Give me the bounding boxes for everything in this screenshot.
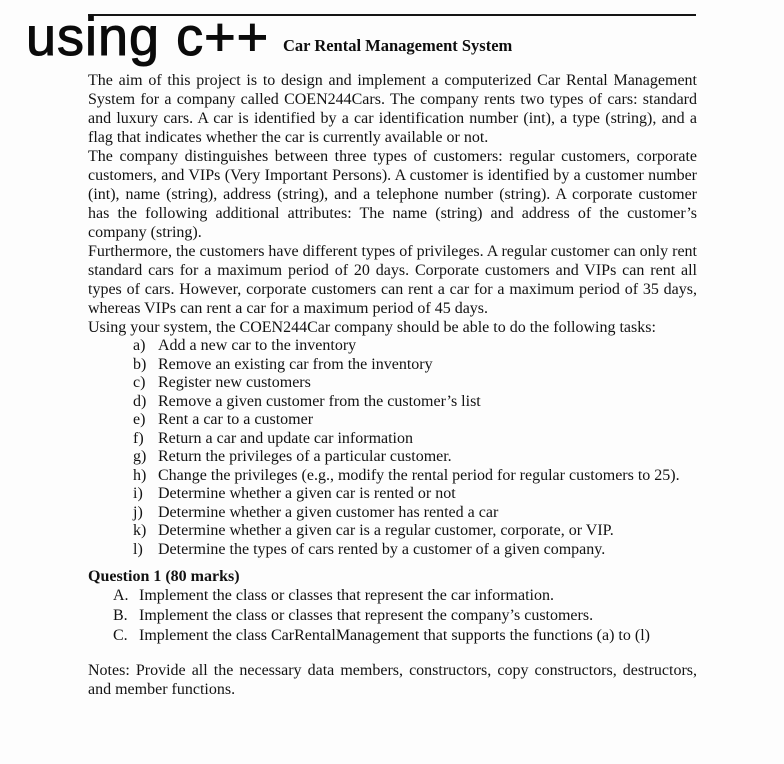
task-text: Return a car and update car information	[158, 429, 413, 447]
question-heading: Question 1 (80 marks)	[88, 568, 240, 585]
task-text: Determine the types of cars rented by a customer of a given company.	[158, 540, 606, 558]
paragraph-privileges: Furthermore, the customers have different types of privileges. A regular customer can only rent standard cars for a maximum period of 20 days. Corporate customers and VIPs can rent all types of cars. However, corporate customers can rent a car for a maximum period of 35 days, whereas VIPs can rent a car for a maximum period of 45 days.	[88, 243, 697, 317]
task-item-a	[88, 337, 697, 356]
task-item-i	[88, 485, 697, 504]
notes-paragraph: Notes: Provide all the necessary data members, constructors, copy constructors, destructors, and member functions.	[88, 662, 697, 698]
question-text: Implement the class or classes that represent the company’s customers.	[139, 607, 594, 624]
task-text: Remove a given customer from the customer’s list	[158, 392, 481, 410]
task-item-l	[88, 541, 697, 560]
paragraph-tasks-intro: Using your system, the COEN244Car company should be able to do the following tasks:	[88, 319, 656, 336]
task-text: Determine whether a given customer has rented a car	[158, 503, 499, 521]
task-item-h	[88, 467, 697, 486]
task-text: Rent a car to a customer	[158, 411, 314, 428]
task-marker: a)	[133, 337, 146, 354]
task-marker: h)	[133, 466, 147, 484]
question-item-c	[88, 626, 697, 646]
document-title: Car Rental Management System	[283, 36, 513, 55]
task-text: Determine whether a given car is rented or not	[158, 485, 456, 502]
question-item-a	[88, 586, 697, 606]
task-marker: b)	[133, 355, 147, 373]
question-marker: A.	[113, 587, 129, 604]
question-item-b	[88, 606, 697, 626]
task-marker: i)	[133, 485, 143, 502]
question-marker: B.	[113, 607, 128, 624]
task-marker: g)	[133, 448, 147, 465]
question-text: Implement the class or classes that represent the car information.	[139, 587, 554, 604]
task-marker: d)	[133, 392, 147, 410]
task-marker: l)	[133, 540, 143, 558]
handwritten-annotation: using c++	[26, 7, 270, 67]
question-section	[88, 567, 697, 646]
task-item-k	[88, 522, 697, 541]
task-marker: e)	[133, 411, 146, 428]
task-item-f	[88, 430, 697, 449]
task-text: Change the privileges (e.g., modify the rental period for regular customers to 25).	[158, 466, 680, 484]
task-text: Return the privileges of a particular customer.	[158, 448, 452, 465]
task-marker: k)	[133, 522, 147, 539]
task-item-g	[88, 448, 697, 467]
task-item-e	[88, 411, 697, 430]
task-item-j	[88, 504, 697, 523]
task-list	[88, 337, 697, 559]
document-body	[88, 71, 697, 699]
task-marker: j)	[133, 503, 143, 521]
task-text: Add a new car to the inventory	[158, 337, 357, 354]
task-marker: c)	[133, 374, 146, 391]
question-marker: C.	[113, 627, 128, 644]
task-text: Remove an existing car from the inventory	[158, 355, 433, 373]
task-item-b	[88, 356, 697, 375]
task-marker: f)	[133, 429, 144, 447]
paragraph-project-aim: The aim of this project is to design and implement a computerized Car Rental Management System for a company called COEN244Cars. The company rents two types of cars: standard and luxury cars. A car is identified by a car identification number (int), a type (string), and a flag that indicates whether the car is currently available or not.	[88, 72, 697, 146]
task-text: Determine whether a given car is a regular customer, corporate, or VIP.	[158, 522, 614, 539]
task-text: Register new customers	[158, 374, 311, 391]
question-text: Implement the class CarRentalManagement that supports the functions (a) to (l)	[139, 627, 650, 644]
task-item-c	[88, 374, 697, 393]
task-item-d	[88, 393, 697, 412]
paragraph-customer-types: The company distinguishes between three types of customers: regular customers, corporate customers, and VIPs (Very Important Persons). A customer is identified by a customer number (int), name (string), address (string), and a telephone number (string). A corporate customer has the following additional attributes: The name (string) and address of the customer’s company (string).	[88, 148, 697, 241]
